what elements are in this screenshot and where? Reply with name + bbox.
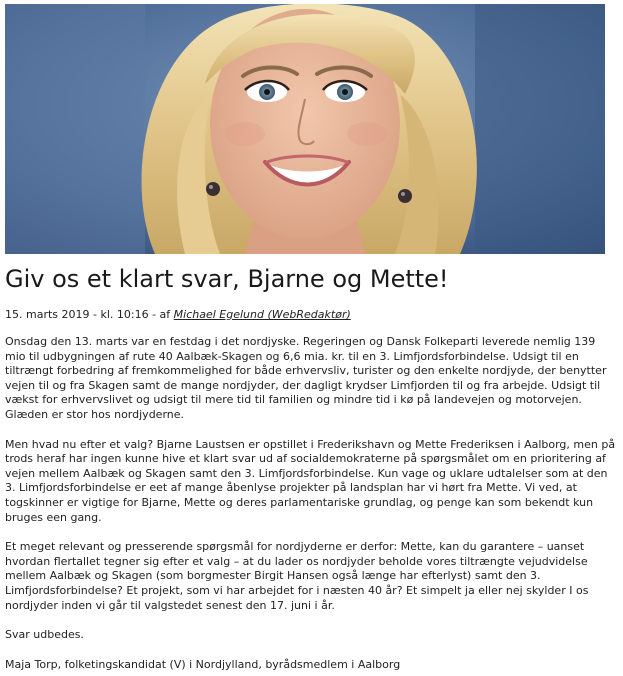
article-date: 15. marts 2019 - kl. 10:16 - af [5, 308, 174, 321]
article-paragraph: Men hvad nu efter et valg? Bjarne Laustsen er opstillet i Frederikshavn og Mette Frederiksen i Aalborg, men på trods heraf har ingen kunne hive et klart svar ud af socialdemokraterne på spørgsmålet om en prioritering af vejen mellem Aalbæk og Skagen samt den 3. Limfjordsforbindelse. Kun vage og uklare udtalelser som at den 3. Limfjordsforbindelse er eet af mange åbenlyse projekter på landsplan har vi hørt fra Mette. Vi ved, at togskinner er vigtige for Bjarne, Mette og deres parlamentariske grundlag, og penge kan som bekendt kun bruges een gang. [5, 437, 616, 524]
author-link[interactable]: Michael Egelund (WebRedaktør) [173, 308, 351, 321]
article-signature: Maja Torp, folketingskandidat (V) i Nordjylland, byrådsmedlem i Aalborg [5, 657, 401, 671]
article-headline: Giv os et klart svar, Bjarne og Mette! [5, 265, 449, 293]
hero-image [5, 4, 605, 254]
article-paragraph: Svar udbedes. [5, 628, 84, 642]
article-paragraph: Et meget relevant og presserende spørgsmål for nordjyderne er derfor: Mette, kan du garantere – uanset hvordan flertallet tegner sig efter et valg – at du lader os nordjyder beholde vores tiltrængte vejudvidelse mellem Aalbæk og Skagen (som borgmester Birgit Hansen også længe har efterlyst) samt den 3. Limfjordsforbindelse? Et projekt, som vi har arbejdet for i næsten 40 år? Et simpelt ja eller nej skylder I os nordjyder inden vi går til valgstedet senest den 17. juni i år. [5, 540, 589, 612]
article-byline [5, 308, 351, 322]
portrait-illustration [5, 4, 605, 254]
article-body [5, 335, 617, 676]
article-paragraph: Onsdag den 13. marts var en festdag i det nordjyske. Regeringen og Dansk Folkeparti leverede nemlig 139 mio til udbygningen af rute 40 Aalbæk-Skagen og 6,6 mia. kr. til en 3. Limfjordsforbindelse. Udsigt til en tiltrængt forbedring af fremkommelighed for både erhvervsliv, turister og den enkelte nordjyde, der benytter vejen til og fra Skagen samt de mange nordjyder, der dagligt krydser Limfjorden til og fra arbejde. Udsigt til vækst for erhvervslivet og udsigt til mere tid til familien og mindre tid i kø på landevejen og motorvejen. Glæden er stor hos nordjyderne. [5, 335, 607, 421]
